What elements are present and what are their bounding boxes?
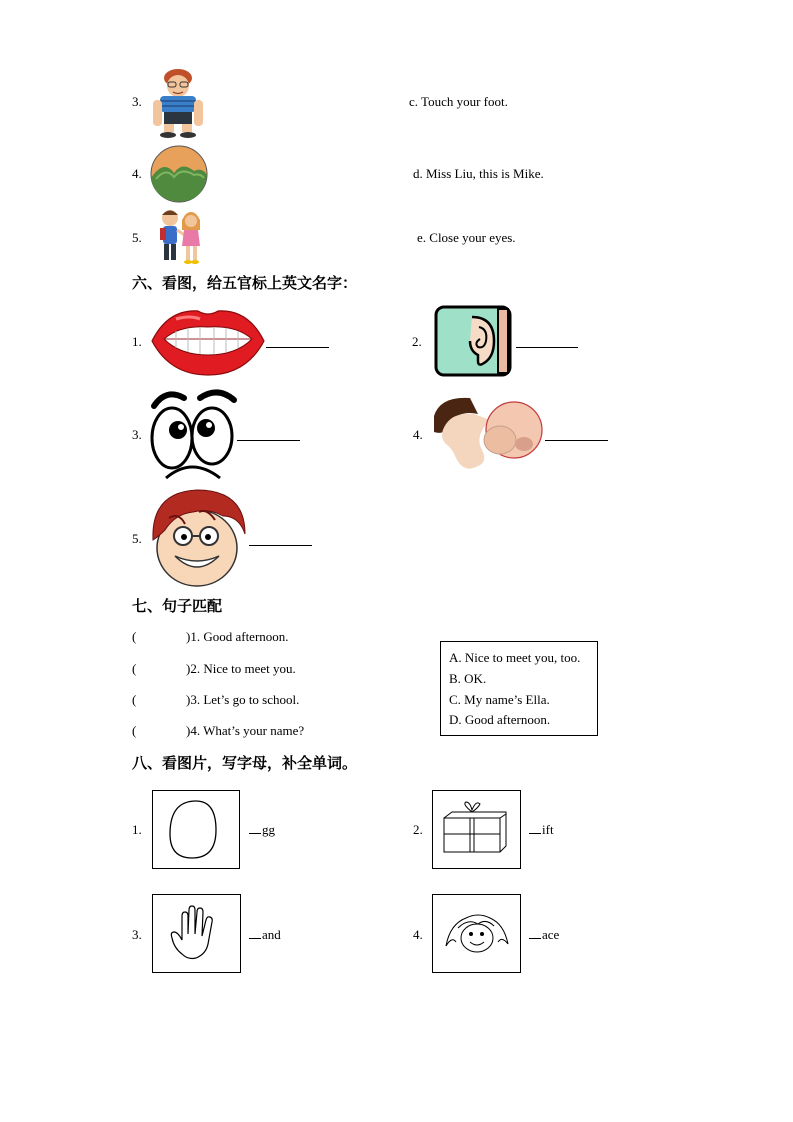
question-text: )4. What’s your name? [186, 723, 305, 738]
answer-paren[interactable]: ( [132, 692, 137, 707]
item-number: 2. [412, 334, 422, 349]
mountain-badge-icon [150, 145, 208, 203]
boy-icon [150, 64, 206, 138]
question-text: )3. Let’s go to school. [186, 692, 300, 707]
answer-blank[interactable] [237, 440, 300, 441]
word-completion[interactable] [249, 822, 275, 838]
answer-blank[interactable] [545, 440, 608, 441]
answer-blank[interactable] [266, 347, 329, 348]
letter-blank[interactable] [529, 938, 541, 939]
question-text: )1. Good afternoon. [186, 629, 289, 644]
word-suffix: gg [262, 822, 275, 837]
mouth-icon [150, 305, 266, 377]
answer-blank[interactable] [516, 347, 578, 348]
option-item: C. My name’s Ella. [449, 692, 550, 707]
answer-paren[interactable]: ( [132, 629, 137, 644]
item-number: 3. [132, 94, 142, 109]
word-suffix: ace [542, 927, 560, 942]
hand-icon [152, 894, 241, 973]
section-title: 七、句子匹配 [132, 597, 223, 615]
item-number: 4. [413, 927, 423, 942]
letter-blank[interactable] [529, 833, 541, 834]
egg-icon [152, 790, 240, 869]
item-number: 5. [132, 230, 142, 245]
children-icon [150, 206, 208, 266]
option-item: A. Nice to meet you, too. [449, 650, 581, 665]
word-suffix: ift [542, 822, 554, 837]
answer-blank[interactable] [249, 545, 312, 546]
sentence-option: c. Touch your foot. [409, 94, 508, 109]
item-number: 4. [132, 166, 142, 181]
sentence-option: e. Close your eyes. [417, 230, 516, 245]
letter-blank[interactable] [249, 938, 261, 939]
item-number: 4. [413, 427, 423, 442]
word-completion[interactable] [249, 927, 281, 943]
word-completion[interactable] [529, 822, 554, 838]
sentence-option: d. Miss Liu, this is Mike. [413, 166, 544, 181]
nose-icon [430, 396, 546, 474]
face-icon [149, 486, 249, 590]
options-box [440, 641, 598, 736]
question-text: )2. Nice to meet you. [186, 661, 296, 676]
gift-icon [432, 790, 521, 869]
section-title: 六、看图，给五官标上英文名字： [132, 274, 358, 292]
word-completion[interactable] [529, 927, 559, 943]
answer-paren[interactable]: ( [132, 661, 137, 676]
option-item: D. Good afternoon. [449, 712, 551, 727]
item-number: 3. [132, 427, 142, 442]
item-number: 2. [413, 822, 423, 837]
eyes-icon [148, 386, 238, 480]
item-number: 1. [132, 822, 142, 837]
option-item: B. OK. [449, 671, 487, 686]
section-title: 八、看图片，写字母，补全单词。 [132, 754, 358, 772]
item-number: 5. [132, 531, 142, 546]
face-icon [432, 894, 521, 973]
letter-blank[interactable] [249, 833, 261, 834]
word-suffix: and [262, 927, 281, 942]
answer-paren[interactable]: ( [132, 723, 137, 738]
item-number: 1. [132, 334, 142, 349]
item-number: 3. [132, 927, 142, 942]
ear-icon [434, 305, 514, 377]
